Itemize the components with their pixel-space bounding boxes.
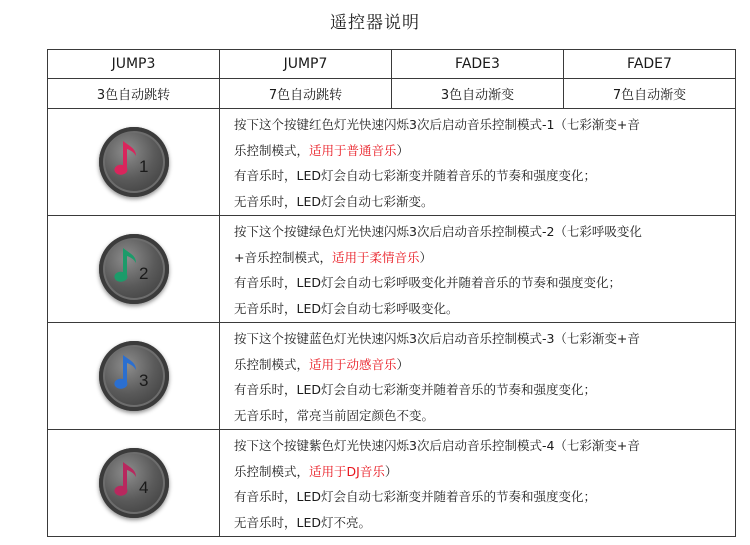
music-mode-2-description bbox=[220, 216, 736, 323]
music-mode-1-button[interactable] bbox=[99, 127, 169, 197]
music-mode-3-description bbox=[220, 323, 736, 430]
music-note-icon bbox=[114, 139, 154, 185]
description-line: 无音乐时，LED灯不亮。 bbox=[234, 514, 371, 530]
description-line: +音乐控制模式，适用于柔情音乐） bbox=[234, 249, 433, 265]
description-line: 有音乐时，LED灯会自动七彩渐变并随着音乐的节奏和强度变化； bbox=[234, 382, 596, 397]
header-jump3: JUMP3 bbox=[48, 50, 220, 79]
description-line: 按下这个按键绿色灯光快速闪烁3次后启动音乐控制模式-2（七彩呼吸变化 bbox=[234, 224, 642, 239]
header-fade3: FADE3 bbox=[392, 50, 564, 79]
button-number: 4 bbox=[138, 478, 148, 497]
description-line: 按下这个按键红色灯光快速闪烁3次后启动音乐控制模式-1（七彩渐变+音 bbox=[234, 117, 640, 132]
suitable-music-highlight: 适用于DJ音乐 bbox=[309, 463, 385, 479]
music-mode-row-3 bbox=[48, 323, 736, 430]
music-mode-2-button[interactable] bbox=[99, 234, 169, 304]
subheader-fade3: 3色自动渐变 bbox=[392, 79, 564, 109]
subheader-jump7: 7色自动跳转 bbox=[220, 79, 392, 109]
description-line: 无音乐时，常亮当前固定颜色不变。 bbox=[234, 407, 435, 423]
description-line: 有音乐时，LED灯会自动七彩渐变并随着音乐的节奏和强度变化； bbox=[234, 489, 596, 504]
music-note-icon bbox=[114, 460, 154, 506]
description-line: 乐控制模式，适用于普通音乐） bbox=[234, 142, 410, 158]
remote-instruction-table bbox=[47, 49, 736, 537]
music-mode-4-button[interactable] bbox=[99, 448, 169, 518]
music-mode-3-button[interactable] bbox=[99, 341, 169, 411]
description-line: 无音乐时，LED灯会自动七彩呼吸变化。 bbox=[234, 300, 459, 316]
music-mode-row-4 bbox=[48, 430, 736, 537]
music-button-cell-3 bbox=[48, 323, 220, 430]
header-fade7: FADE7 bbox=[564, 50, 736, 79]
music-mode-1-description bbox=[220, 109, 736, 216]
description-line: 按下这个按键蓝色灯光快速闪烁3次后启动音乐控制模式-3（七彩渐变+音 bbox=[234, 331, 640, 346]
music-button-cell-1 bbox=[48, 109, 220, 216]
subheader-jump3: 3色自动跳转 bbox=[48, 79, 220, 109]
button-number: 2 bbox=[138, 264, 148, 283]
music-note-icon bbox=[114, 353, 154, 399]
header-jump7: JUMP7 bbox=[220, 50, 392, 79]
button-number: 3 bbox=[138, 371, 148, 390]
music-mode-4-description bbox=[220, 430, 736, 537]
mode-header-row bbox=[48, 50, 736, 79]
music-button-cell-2 bbox=[48, 216, 220, 323]
description-line: 有音乐时，LED灯会自动七彩渐变并随着音乐的节奏和强度变化； bbox=[234, 168, 596, 183]
description-line: 无音乐时，LED灯会自动七彩渐变。 bbox=[234, 193, 434, 209]
music-note-icon bbox=[114, 246, 154, 292]
page-title: 遥控器说明 bbox=[330, 13, 420, 33]
button-number: 1 bbox=[138, 157, 148, 176]
description-line: 乐控制模式，适用于DJ音乐） bbox=[234, 463, 398, 479]
music-mode-row-1 bbox=[48, 109, 736, 216]
description-line: 按下这个按键紫色灯光快速闪烁3次后启动音乐控制模式-4（七彩渐变+音 bbox=[234, 438, 640, 453]
mode-description-row bbox=[48, 79, 736, 109]
suitable-music-highlight: 适用于动感音乐 bbox=[309, 356, 397, 372]
music-mode-row-2 bbox=[48, 216, 736, 323]
suitable-music-highlight: 适用于普通音乐 bbox=[309, 142, 397, 158]
suitable-music-highlight: 适用于柔情音乐 bbox=[331, 249, 420, 265]
description-line: 有音乐时，LED灯会自动七彩呼吸变化并随着音乐的节奏和强度变化； bbox=[234, 275, 621, 290]
music-button-cell-4 bbox=[48, 430, 220, 537]
description-line: 乐控制模式，适用于动感音乐） bbox=[234, 356, 410, 372]
subheader-fade7: 7色自动渐变 bbox=[564, 79, 736, 109]
